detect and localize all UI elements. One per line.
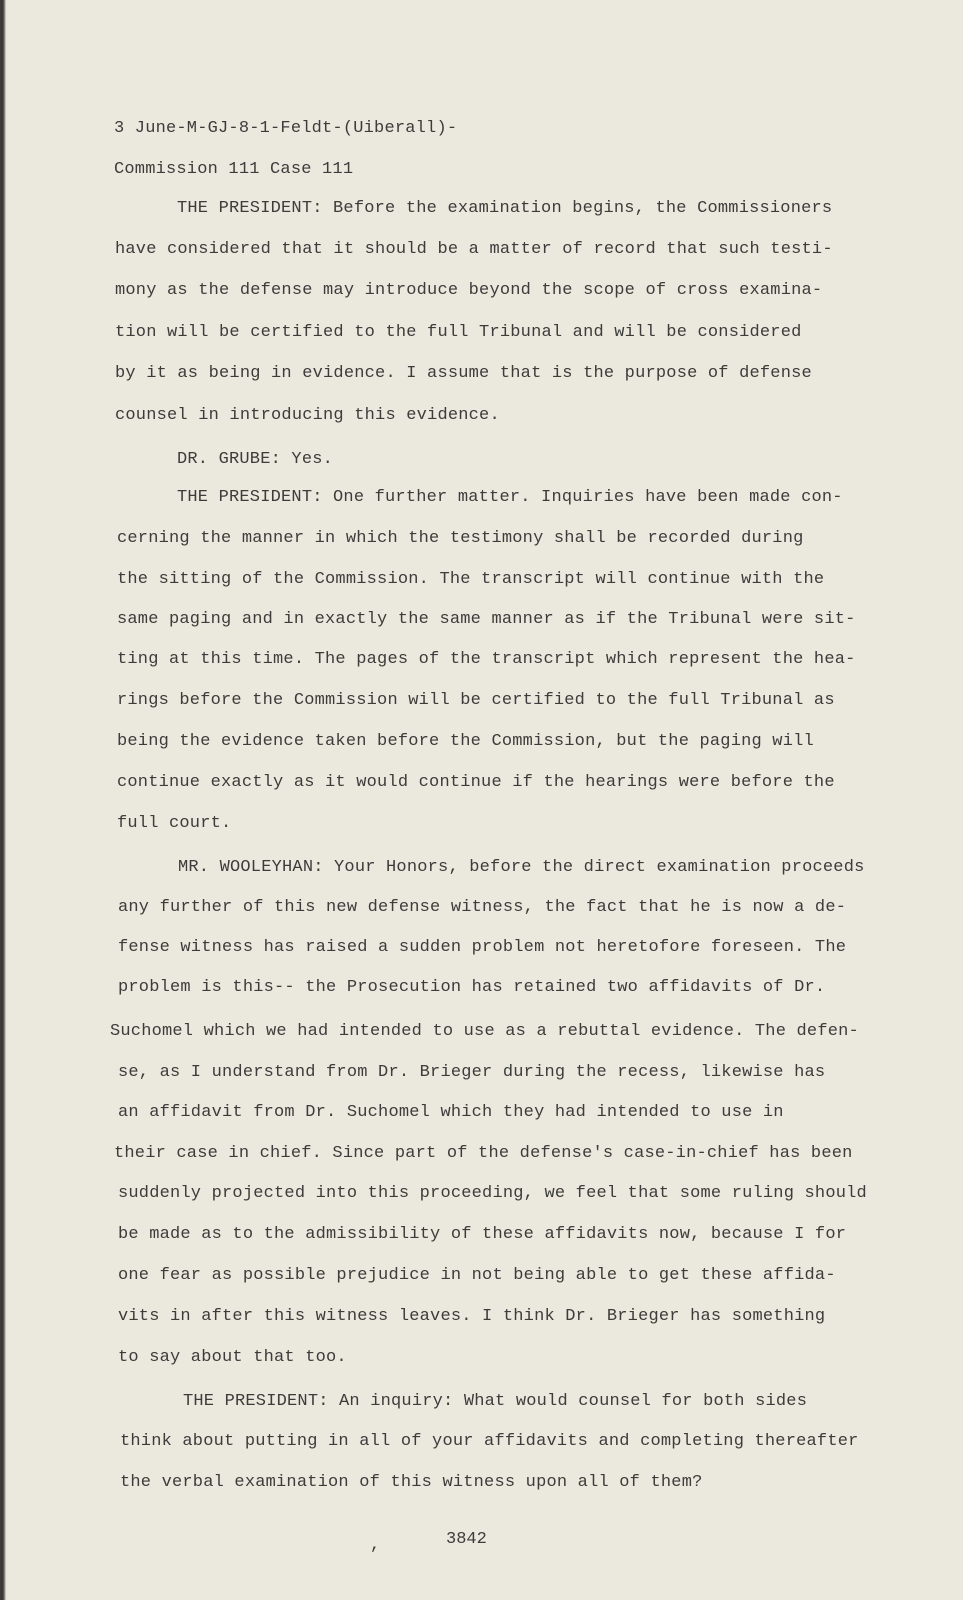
text-line: suddenly projected into this proceeding, we feel that some ruling should [118,1184,867,1203]
text-line: any further of this new defense witness, the fact that he is now a de- [118,898,847,917]
text-line: THE PRESIDENT: One further matter. Inquiries have been made con- [177,488,843,507]
page-binding-edge [0,0,6,1600]
text-line: DR. GRUBE: Yes. [177,450,334,469]
text-line: the sitting of the Commission. The transcript will continue with the [117,570,825,589]
document-header: 3 June-M-GJ-8-1-Feldt-(Uiberall)- [114,119,458,138]
text-line: counsel in introducing this evidence. [115,406,500,425]
page-number: 3842 [446,1530,487,1549]
document-subheader: Commission 111 Case 111 [114,160,354,179]
text-line: continue exactly as it would continue if the hearings were before the [117,773,835,792]
footer-mark: , [370,1536,381,1555]
text-line: be made as to the admissibility of these affidavits now, because I for [118,1225,847,1244]
text-line: mony as the defense may introduce beyond the scope of cross examina- [115,281,823,300]
text-line: cerning the manner in which the testimony shall be recorded during [117,529,804,548]
text-line: the verbal examination of this witness upon all of them? [120,1473,703,1492]
text-line: problem is this-- the Prosecution has retained two affidavits of Dr. [118,978,826,997]
text-line: full court. [117,814,232,833]
text-line: by it as being in evidence. I assume that is the purpose of defense [115,364,812,383]
text-line: THE PRESIDENT: Before the examination begins, the Commissioners [177,199,833,218]
text-line: fense witness has raised a sudden problem not heretofore foreseen. The [118,938,847,957]
text-line: se, as I understand from Dr. Brieger during the recess, likewise has [118,1063,826,1082]
text-line: Suchomel which we had intended to use as a rebuttal evidence. The defen- [110,1022,859,1041]
text-line: MR. WOOLEYHAN: Your Honors, before the direct examination proceeds [178,858,865,877]
text-line: one fear as possible prejudice in not being able to get these affida- [118,1266,836,1285]
text-line: ting at this time. The pages of the transcript which represent the hea- [117,650,856,669]
text-line: being the evidence taken before the Commission, but the paging will [117,732,814,751]
text-line: have considered that it should be a matter of record that such testi- [115,240,833,259]
text-line: same paging and in exactly the same manner as if the Tribunal were sit- [117,610,856,629]
text-line: an affidavit from Dr. Suchomel which they had intended to use in [118,1103,784,1122]
text-line: THE PRESIDENT: An inquiry: What would counsel for both sides [183,1392,808,1411]
text-line: rings before the Commission will be certified to the full Tribunal as [117,691,835,710]
text-line: to say about that too. [118,1348,347,1367]
text-line: vits in after this witness leaves. I think Dr. Brieger has something [118,1307,826,1326]
text-line: think about putting in all of your affidavits and completing thereafter [120,1432,859,1451]
text-line: tion will be certified to the full Tribunal and will be considered [115,323,802,342]
text-line: their case in chief. Since part of the defense's case-in-chief has been [114,1144,853,1163]
